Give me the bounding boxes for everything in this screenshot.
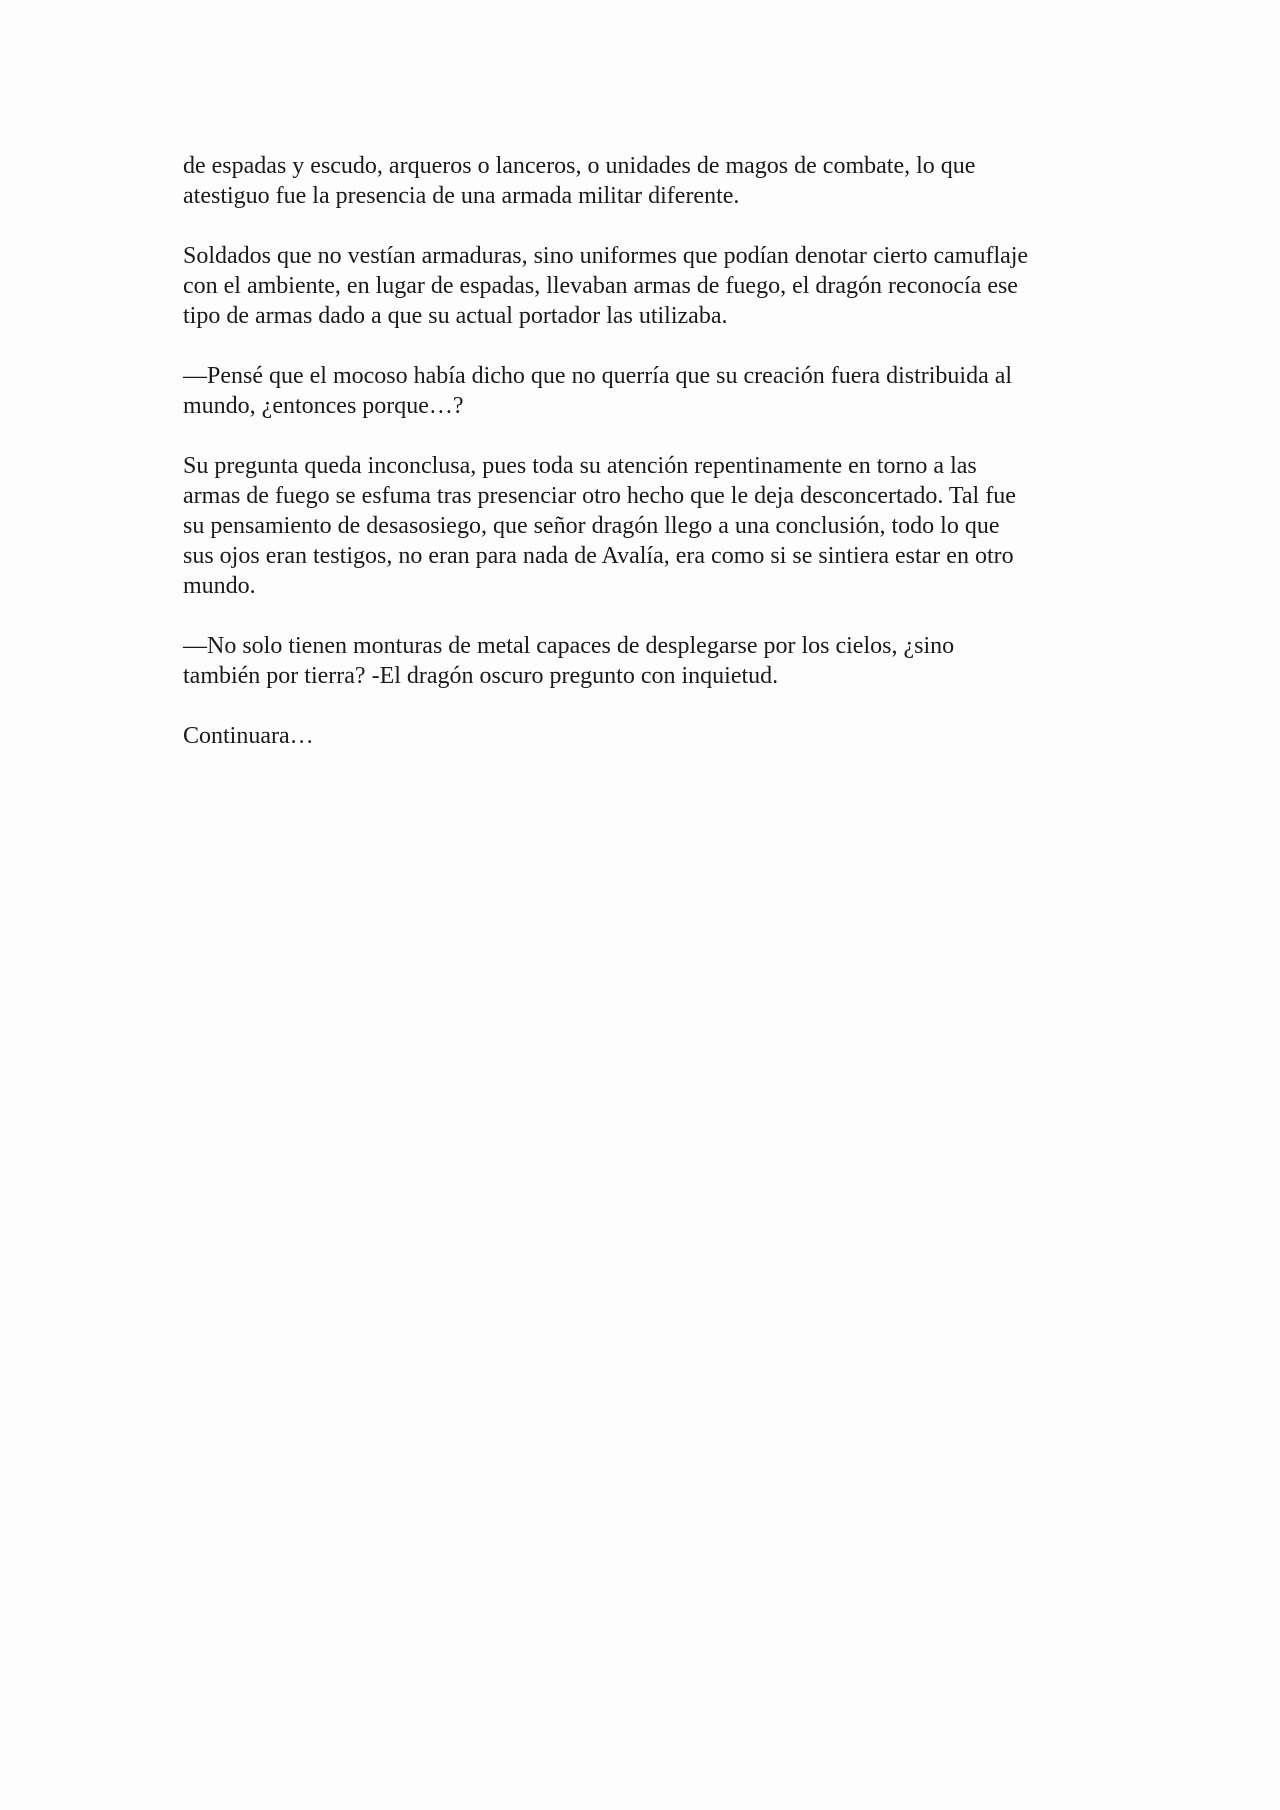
paragraph-1: de espadas y escudo, arqueros o lanceros, o unidades de magos de combate, lo que atestiguo fue la presencia de una armada militar diferente. [183,153,976,209]
continuation-note: Continuara… [183,723,314,749]
paragraph-3-dialogue: —Pensé que el mocoso había dicho que no querría que su creación fuera distribuida al mundo, ¿entonces porque…? [183,363,1013,419]
paragraph-5-dialogue: —No solo tienen monturas de metal capaces de desplegarse por los cielos, ¿sino también por tierra? -El dragón oscuro pregunto con inquietud. [183,633,955,689]
document-body [183,151,1103,781]
paragraph-4: Su pregunta queda inconclusa, pues toda su atención repentinamente en torno a las armas de fuego se esfuma tras presenciar otro hecho que le deja desconcertado. Tal fue su pensamiento de desasosiego, que señor dragón llego a una conclusión, todo lo que sus ojos eran testigos, no eran para nada de Avalía, era como si se sintiera estar en otro mundo. [183,453,1016,599]
paragraph-2: Soldados que no vestían armaduras, sino uniformes que podían denotar cierto camuflaje con el ambiente, en lugar de espadas, llevaban armas de fuego, el dragón reconocía ese tipo de armas dado a que su actual portador las utilizaba. [183,243,1029,329]
